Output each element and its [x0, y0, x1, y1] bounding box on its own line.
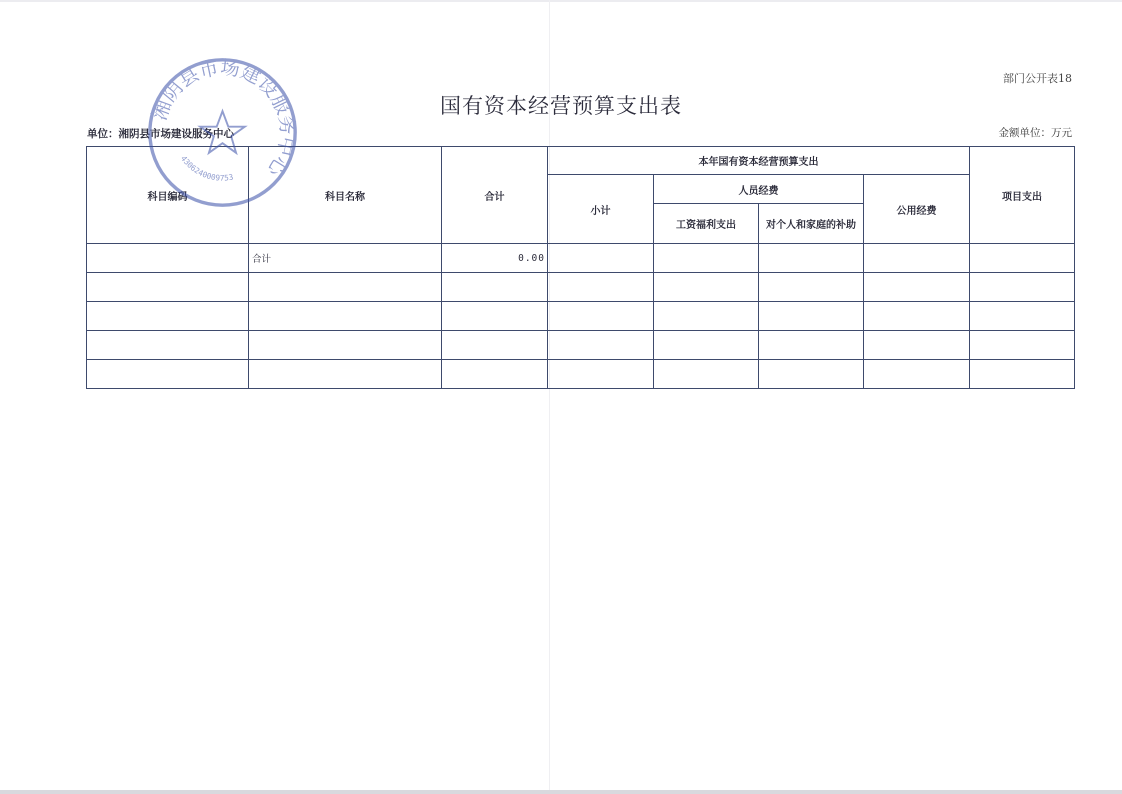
cell-public-funds [864, 302, 970, 331]
cell-project [970, 360, 1075, 389]
cell-wages [654, 273, 759, 302]
unit-label: 单位：湘阴县市场建设服务中心 [87, 128, 234, 140]
cell-project [970, 273, 1075, 302]
table-row [87, 360, 1075, 389]
cell-name [249, 331, 442, 360]
header-subtotal: 小计 [548, 175, 654, 244]
cell-total [442, 302, 548, 331]
cell-code [87, 331, 249, 360]
seal-text: 湘阴县市场建设服务中心 [147, 55, 300, 181]
cell-total [442, 331, 548, 360]
cell-subtotal [548, 273, 654, 302]
cell-wages [654, 360, 759, 389]
cell-code [87, 273, 249, 302]
cell-wages [654, 331, 759, 360]
cell-personal-family [759, 360, 864, 389]
cell-public-funds [864, 244, 970, 273]
cell-subtotal [548, 331, 654, 360]
header-wages: 工资福利支出 [654, 204, 759, 244]
header-public-funds: 公用经费 [864, 175, 970, 244]
cell-code [87, 360, 249, 389]
cell-subtotal [548, 302, 654, 331]
cell-public-funds [864, 331, 970, 360]
cell-total: 0.00 [442, 244, 548, 273]
cell-total [442, 273, 548, 302]
cell-total [442, 360, 548, 389]
cell-public-funds [864, 360, 970, 389]
cell-wages [654, 244, 759, 273]
table-row [87, 273, 1075, 302]
header-name: 科目名称 [249, 147, 442, 244]
cell-subtotal [548, 360, 654, 389]
cell-code [87, 244, 249, 273]
cell-personal-family [759, 302, 864, 331]
cell-project [970, 302, 1075, 331]
header-row-1 [87, 147, 1075, 175]
cell-public-funds [864, 273, 970, 302]
form-number: 部门公开表18 [1003, 72, 1072, 85]
cell-name: 合计 [249, 244, 442, 273]
table-row [87, 244, 1075, 273]
header-total: 合计 [442, 147, 548, 244]
cell-code [87, 302, 249, 331]
cell-wages [654, 302, 759, 331]
cell-project [970, 331, 1075, 360]
seal-code: 4306240009753 [178, 154, 235, 183]
scan-top-edge [0, 0, 1122, 2]
scan-bottom-edge [0, 790, 1122, 794]
cell-name [249, 273, 442, 302]
table-row [87, 302, 1075, 331]
amount-unit-label: 金额单位：万元 [998, 127, 1072, 139]
cell-personal-family [759, 244, 864, 273]
table-row [87, 331, 1075, 360]
cell-name [249, 360, 442, 389]
cell-personal-family [759, 273, 864, 302]
header-code: 科目编码 [87, 147, 249, 244]
cell-project [970, 244, 1075, 273]
header-personnel: 人员经费 [654, 175, 864, 204]
page-title: 国有资本经营预算支出表 [440, 94, 682, 118]
budget-expenditure-table [86, 146, 1075, 389]
header-project: 项目支出 [970, 147, 1075, 244]
cell-subtotal [548, 244, 654, 273]
header-personal-family: 对个人和家庭的补助 [759, 204, 864, 244]
cell-personal-family [759, 331, 864, 360]
header-current-year: 本年国有资本经营预算支出 [548, 147, 970, 175]
cell-name [249, 302, 442, 331]
